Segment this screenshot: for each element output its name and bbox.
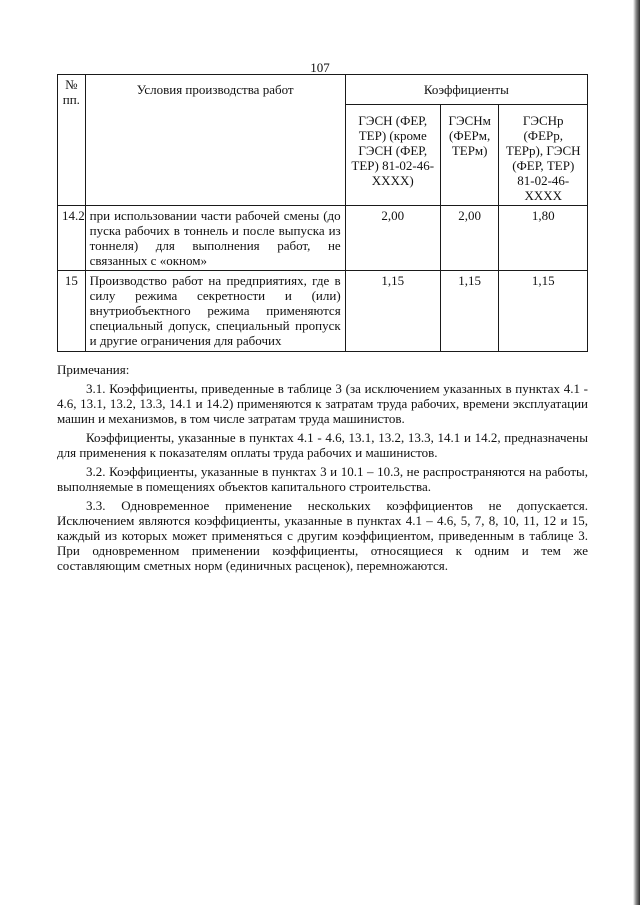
row-num: 15: [58, 271, 86, 352]
row-coef-gesnr: 1,80: [499, 206, 588, 271]
coefficients-table: [57, 74, 588, 352]
row-coef-gesnr: 1,15: [499, 271, 588, 352]
header-coefficients: Коэффициенты: [345, 75, 587, 105]
note-paragraph: Коэффициенты, указанные в пунктах 4.1 - 4.6, 13.1, 13.2, 13.3, 14.1 и 14.2, предназначены для применения к показателям оплаты труда рабочих и машинистов.: [57, 430, 588, 460]
row-condition: Производство работ на предприятиях, где в силу режима секретности и (или) внутриобъектного режима применяются специальный допуск, специальный пропуск и другие ограничения для рабочих: [85, 271, 345, 352]
table-header-row: [58, 75, 588, 105]
header-gesn: ГЭСН (ФЕР, ТЕР) (кроме ГЭСН (ФЕР, ТЕР) 81-02-46-XXXX): [345, 105, 440, 206]
row-num: 14.2: [58, 206, 86, 271]
note-paragraph: 3.3. Одновременное применение нескольких коэффициентов не допускается. Исключением являются коэффициенты, указанные в пунктах 4.1 – 4.6, 5, 7, 8, 10, 11, 12 и 15, каждый из которых может применяться с другим коэффициентом, приведенным в таблице 3. При одновременном применении коэффициенты, относящиеся к одним и тем же составляющим сметных норм (единичных расценок), перемножаются.: [57, 498, 588, 573]
row-condition: при использовании части рабочей смены (до пуска рабочих в тоннель и после выпуска из тоннеля) для выполнения работ, не связанных с «окном»: [85, 206, 345, 271]
row-coef-gesn: 1,15: [345, 271, 440, 352]
page-number: 107: [310, 60, 330, 75]
table-row: [58, 206, 588, 271]
row-coef-gesnm: 2,00: [440, 206, 499, 271]
table-row: [58, 271, 588, 352]
header-num: № пп.: [58, 75, 86, 206]
row-coef-gesnm: 1,15: [440, 271, 499, 352]
notes-section: [57, 362, 588, 573]
scan-page-edge: [633, 0, 640, 905]
header-gesnr: ГЭСНр (ФЕРр, ТЕРр), ГЭСН (ФЕР, ТЕР) 81-02-46-XXXX: [499, 105, 588, 206]
notes-title: Примечания:: [57, 362, 130, 377]
row-coef-gesn: 2,00: [345, 206, 440, 271]
note-paragraph: 3.1. Коэффициенты, приведенные в таблице 3 (за исключением указанных в пунктах 4.1 - 4.6, 13.1, 13.2, 13.3, 14.1 и 14.2) применяются к затратам труда рабочих, времени эксплуатации машин и механизмов, в том числе затратам труда машинистов.: [57, 381, 588, 426]
header-gesnm: ГЭСНм (ФЕРм, ТЕРм): [440, 105, 499, 206]
header-conditions: Условия производства работ: [85, 75, 345, 206]
note-paragraph: 3.2. Коэффициенты, указанные в пунктах 3 и 10.1 – 10.3, не распространяются на работы, выполняемые в помещениях объектов капитального строительства.: [57, 464, 588, 494]
